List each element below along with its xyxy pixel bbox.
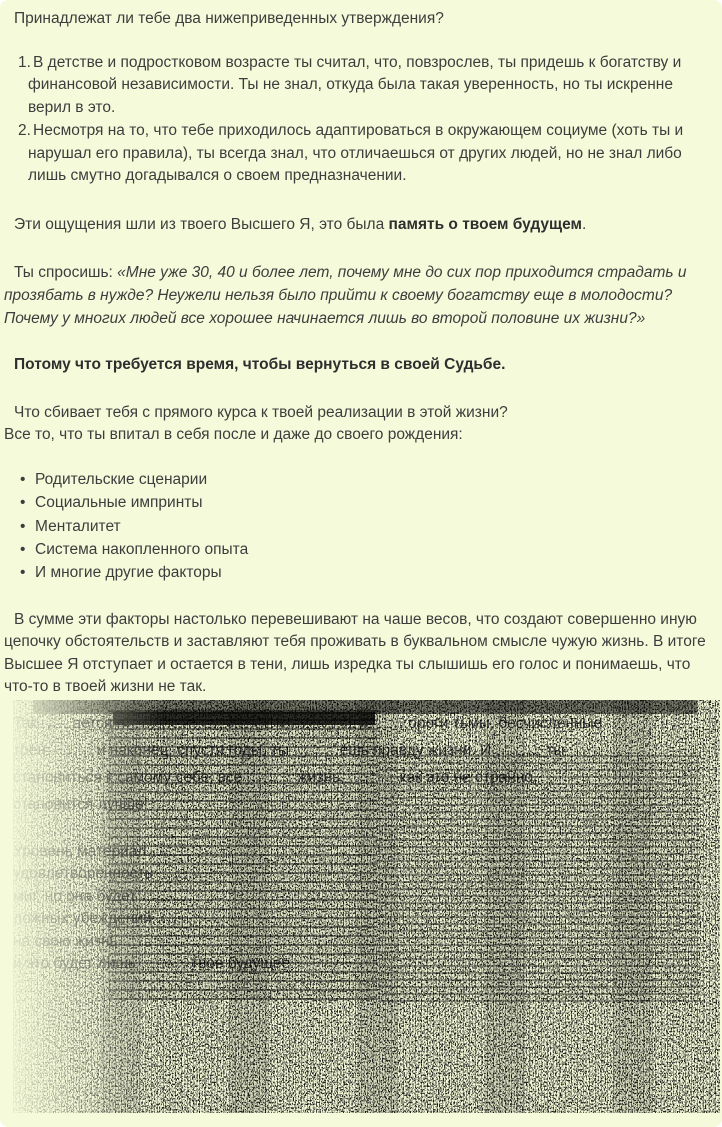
list-number: 2. <box>18 122 31 140</box>
noise-left-fade <box>13 700 720 1113</box>
bold-phrase: память о твоем будущем <box>388 216 582 233</box>
bullet-item-text: Менталитет <box>35 517 121 535</box>
paragraph-text: Эти ощущения шли из твоего Высшего Я, это была <box>14 216 389 233</box>
numbered-item-text: Несмотря на то, что тебе приходилось адаптироваться в окружающем социуме (хоть ты и нарушал его правила), ты всегда знал, что отличаешься от других людей, но не знал либо лишь смутно догадывался о своем предназначении. <box>28 122 684 185</box>
answer-bold-line: Потому что требуется время, чтобы вернуться в своей Судьбе. <box>14 356 506 373</box>
bullet-item <box>4 491 714 514</box>
list-number: 1. <box>18 54 31 71</box>
bullet-item <box>4 515 714 538</box>
question-paragraph <box>4 261 714 331</box>
paragraph-text: . <box>582 216 587 233</box>
bullet-item <box>4 561 714 584</box>
bullet-item-text: Родительские сценарии <box>35 471 208 488</box>
bullet-item-text: Социальные импринты <box>35 494 203 512</box>
numbered-item-text: В детстве и подростковом возрасте ты считал, что, повзрослев, ты придешь к богатству и финансовой независимости. Ты не знал, откуда была такая уверенность, но ты искренне верил в это. <box>28 54 682 116</box>
paragraph-text: Все то, что ты впитал в себя после и даже до своего рождения: <box>4 426 463 444</box>
bullet-icon: • <box>20 540 26 558</box>
bullet-icon: • <box>20 564 26 582</box>
page-title: Принадлежат ли тебе два нижеприведенных утверждения? <box>14 10 444 27</box>
sum-paragraph: В сумме эти факторы настолько перевешивают на чаше весов, что создают совершенно иную цепочку обстоятельств и заставляют тебя проживать в буквальном смысле чужую жизнь. В итоге Высшее Я отступает и остается в тени, лишь изредка ты слышишь его голос и понимаешь, что что-то в твоей жизни не так. <box>4 611 706 696</box>
bullet-item-text: И многие другие факторы <box>35 564 222 582</box>
course-paragraph <box>4 402 714 447</box>
corrupted-noise-block <box>13 700 720 1113</box>
italic-quote: «Мне уже 30, 40 и более лет, почему мне до сих пор приходится страдать и прозябать в нужде? Неужели нельзя было прийти к своему богатству еще в молодости? Почему у многих людей все хорошее начинается лишь во второй половине их жизни?» <box>4 264 687 328</box>
paragraph-text: Ты спросишь: <box>14 264 118 281</box>
numbered-list <box>4 52 714 187</box>
bullet-icon: • <box>20 494 26 512</box>
bullet-icon: • <box>20 471 26 488</box>
sensations-paragraph <box>4 214 714 236</box>
bullet-icon: • <box>20 517 26 535</box>
numbered-item-2 <box>4 120 714 187</box>
bullet-item-text: Система накопленного опыта <box>35 540 249 558</box>
bullet-item <box>4 538 714 561</box>
paragraph-text: Что сбивает тебя с прямого курса к твоей реализации в этой жизни? <box>14 404 508 421</box>
bullet-list <box>4 468 714 584</box>
numbered-item-1 <box>4 52 714 119</box>
bullet-item <box>4 468 714 491</box>
